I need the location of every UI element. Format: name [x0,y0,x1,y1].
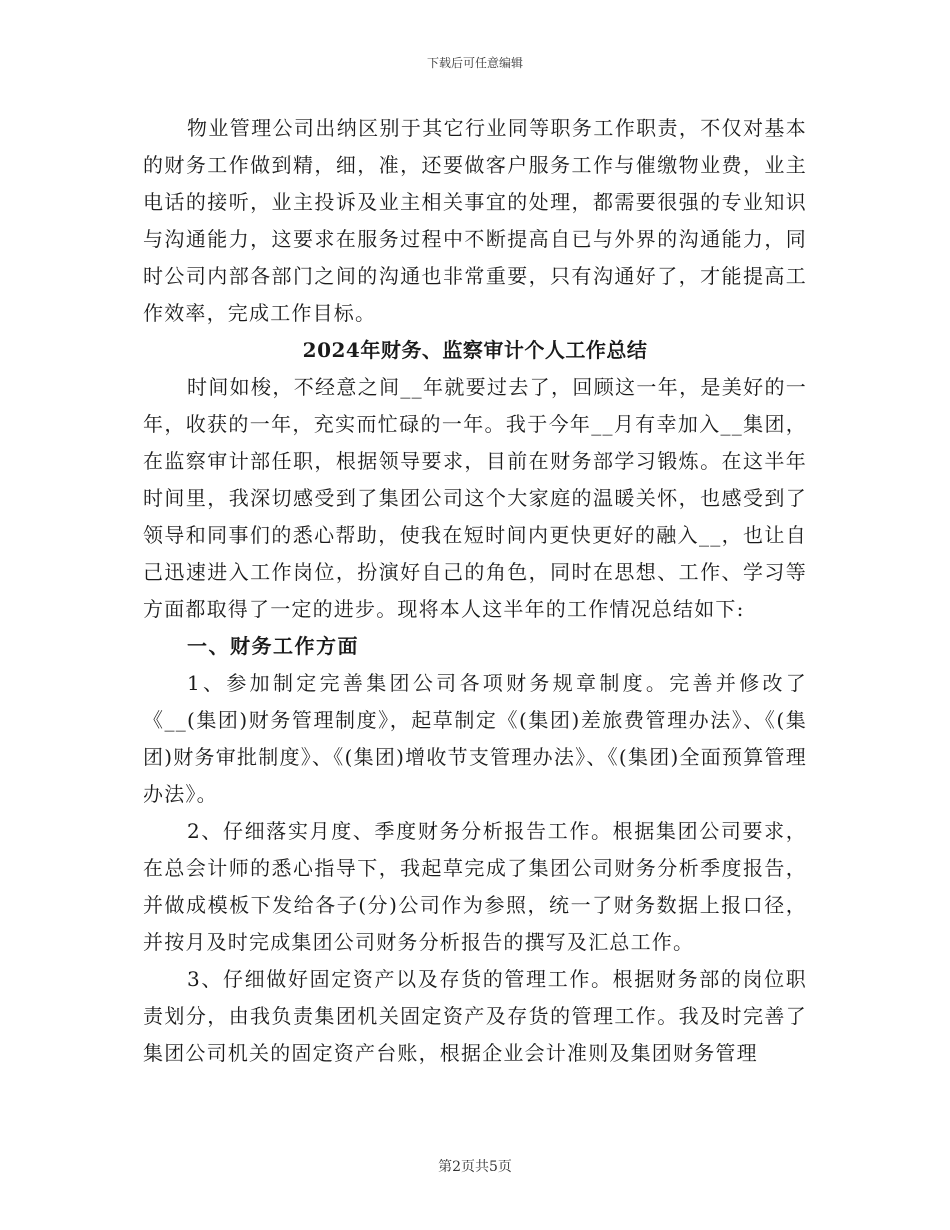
document-body [143,110,807,1072]
paragraph-cashier-duties: 物业管理公司出纳区别于其它行业同等职务工作职责，不仅对基本的财务工作做到精，细，准，还要做客户服务工作与催缴物业费，业主电话的接听，业主投诉及业主相关事宜的处理，都需要很强的专业知识与沟通能力，这要求在服务过程中不断提高自已与外界的沟通能力，同时公司内部各部门之间的沟通也非常重要，只有沟通好了，才能提高工作效率，完成工作目标。 [143,116,807,325]
page-footer: 第2页共5页 [438,1159,512,1175]
page-header: 下载后可任意编辑 [426,56,523,70]
paragraph-item-1: 1、参加制定完善集团公司各项财务规章制度。完善并修改了《__(集团)财务管理制度》，起草制定《(集团)差旅费管理办法》、《(集团)财务审批制度》、《(集团)增收节支管理办法》、《(集团)全面预算管理办法》。 [143,671,807,806]
paragraph-item-2: 2、仔细落实月度、季度财务分析报告工作。根据集团公司要求，在总会计师的悉心指导下，我起草完成了集团公司财务分析季度报告，并做成模板下发给各子(分)公司作为参照，统一了财务数据上报口径，并按月及时完成集团公司财务分析报告的撰写及汇总工作。 [143,819,807,954]
paragraph-introduction: 时间如梭，不经意之间__年就要过去了，回顾这一年，是美好的一年，收获的一年，充实而忙碌的一年。我于今年__月有幸加入__集团，在监察审计部任职，根据领导要求，目前在财务部学习锻炼。在这半年时间里，我深切感受到了集团公司这个大家庭的温暖关怀，也感受到了领导和同事们的悉心帮助，使我在短时间内更快更好的融入__，也让自己迅速进入工作岗位，扮演好自己的角色，同时在思想、工作、学习等方面都取得了一定的进步。现将本人这半年的工作情况总结如下: [143,375,807,621]
section-heading-finance: 一、财务工作方面 [187,634,359,658]
paragraph-item-3: 3、仔细做好固定资产以及存货的管理工作。根据财务部的岗位职责划分，由我负责集团机关固定资产及存货的管理工作。我及时完善了集团公司机关的固定资产台账，根据企业会计准则及集团财务管理 [143,967,807,1065]
document-title: 2024年财务、监察审计个人工作总结 [302,338,648,362]
